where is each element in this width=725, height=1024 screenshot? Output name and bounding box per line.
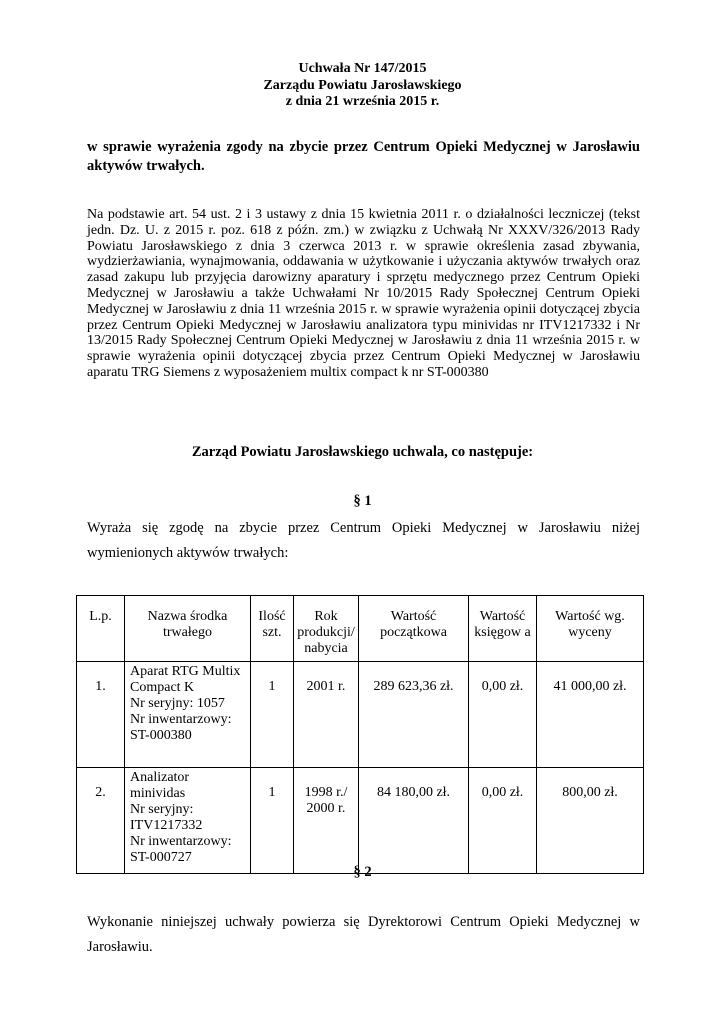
legal-basis-text: Na podstawie art. 54 ust. 2 i 3 ustawy z dnia 15 kwietnia 2011 r. o działalności leczniczej (tekst jedn. Dz. U. z 2015 r. poz. 618 z późn. zm.) w związku z Uchwałą Nr XXXV/326/2013 Rady Powiatu Jarosławskiego z dnia 3 czerwca 2013 r. w sprawie określenia zasad zbywania, wydzierżawiania, wynajmowania, oddawania w użytkowanie i użyczania aktywów trwałych oraz zasad zakupu lub przyjęcia darowizny aparatury i sprzętu medycznego przez Centrum Opieki Medycznej w Jarosławiu a także Uchwałami Nr 10/2015 Rady Społecznej Centrum Opieki Medycznej w Jarosławiu z dnia 11 września 2015 r. w sprawie wyrażenia opinii dotyczącej zbycia przez Centrum Opieki Medycznej w Jarosławiu analizatora typu minividas nr ITV1217332 i Nr 13/2015 Rady Społecznej Centrum Opieki Medycznej w Jarosławiu z dnia 11 września 2015 r. w sprawie wyrażenia opinii dotyczącej zbycia przez Centrum Opieki Medycznej w Jarosławiu aparatu TRG Siemens z wyposażeniem multix compact k nr ST-000380 (87, 207, 640, 380)
asset-inventory: Nr inwentarzowy: ST-000727 (130, 834, 232, 865)
section-1-text: Wyraża się zgodę na zbycie przez Centrum Opieki Medycznej w Jarosławiu niżej wymienionych aktywów trwałych: (87, 520, 640, 561)
cell-valuation: 41 000,00 zł. (537, 662, 644, 768)
header-book-value: Wartość księgow a (469, 596, 537, 662)
legal-basis (87, 207, 640, 381)
resolution-issuer: Zarządu Powiatu Jarosławskiego (263, 77, 462, 93)
resolution-date: z dnia 21 września 2015 r. (285, 94, 440, 109)
cell-book-value: 0,00 zł. (469, 768, 537, 874)
asset-inventory: Nr inwentarzowy: ST-000380 (130, 712, 232, 743)
cell-year: 2001 r. (294, 662, 359, 768)
header-valuation: Wartość wg. wyceny (537, 596, 644, 662)
header-initial-value: Wartość początkowa (359, 596, 469, 662)
cell-qty: 1 (251, 662, 294, 768)
cell-lp: 2. (77, 768, 125, 874)
cell-lp: 1. (77, 662, 125, 768)
header-year: Rok produkcji/ nabycia (294, 596, 359, 662)
cell-qty: 1 (251, 768, 294, 874)
resolution-header (0, 61, 725, 111)
cell-year: 1998 r./ 2000 r. (294, 768, 359, 874)
cell-name (125, 768, 251, 874)
resolves-statement: Zarząd Powiatu Jarosławskiego uchwala, co następuje: (191, 444, 534, 460)
asset-name: Aparat RTG Multix Compact K (130, 664, 241, 695)
header-qty: Ilość szt. (251, 596, 294, 662)
section-2-heading: § 2 (353, 864, 372, 880)
table-header-row (77, 596, 644, 662)
cell-initial-value: 289 623,36 zł. (359, 662, 469, 768)
section-1-heading: § 1 (353, 493, 372, 509)
cell-name (125, 662, 251, 768)
asset-name: Analizator minividas (130, 770, 190, 801)
cell-initial-value: 84 180,00 zł. (359, 768, 469, 874)
table-row (77, 768, 644, 874)
asset-serial: Nr seryjny: 1057 (130, 696, 225, 711)
asset-serial: Nr seryjny: ITV1217332 (130, 802, 203, 833)
section-2-text: Wykonanie niniejszej uchwały powierza się Dyrektorowi Centrum Opieki Medycznej w Jarosławiu. (87, 914, 640, 955)
cell-book-value: 0,00 zł. (469, 662, 537, 768)
header-name: Nazwa środka trwałego (125, 596, 251, 662)
table-row (77, 662, 644, 768)
cell-valuation: 800,00 zł. (537, 768, 644, 874)
assets-table (76, 595, 644, 874)
header-lp: L.p. (77, 596, 125, 662)
resolution-number: Uchwała Nr 147/2015 (298, 61, 427, 76)
resolution-subject: w sprawie wyrażenia zgody na zbycie przez Centrum Opieki Medycznej w Jarosławiu aktywów trwałych. (87, 139, 640, 174)
